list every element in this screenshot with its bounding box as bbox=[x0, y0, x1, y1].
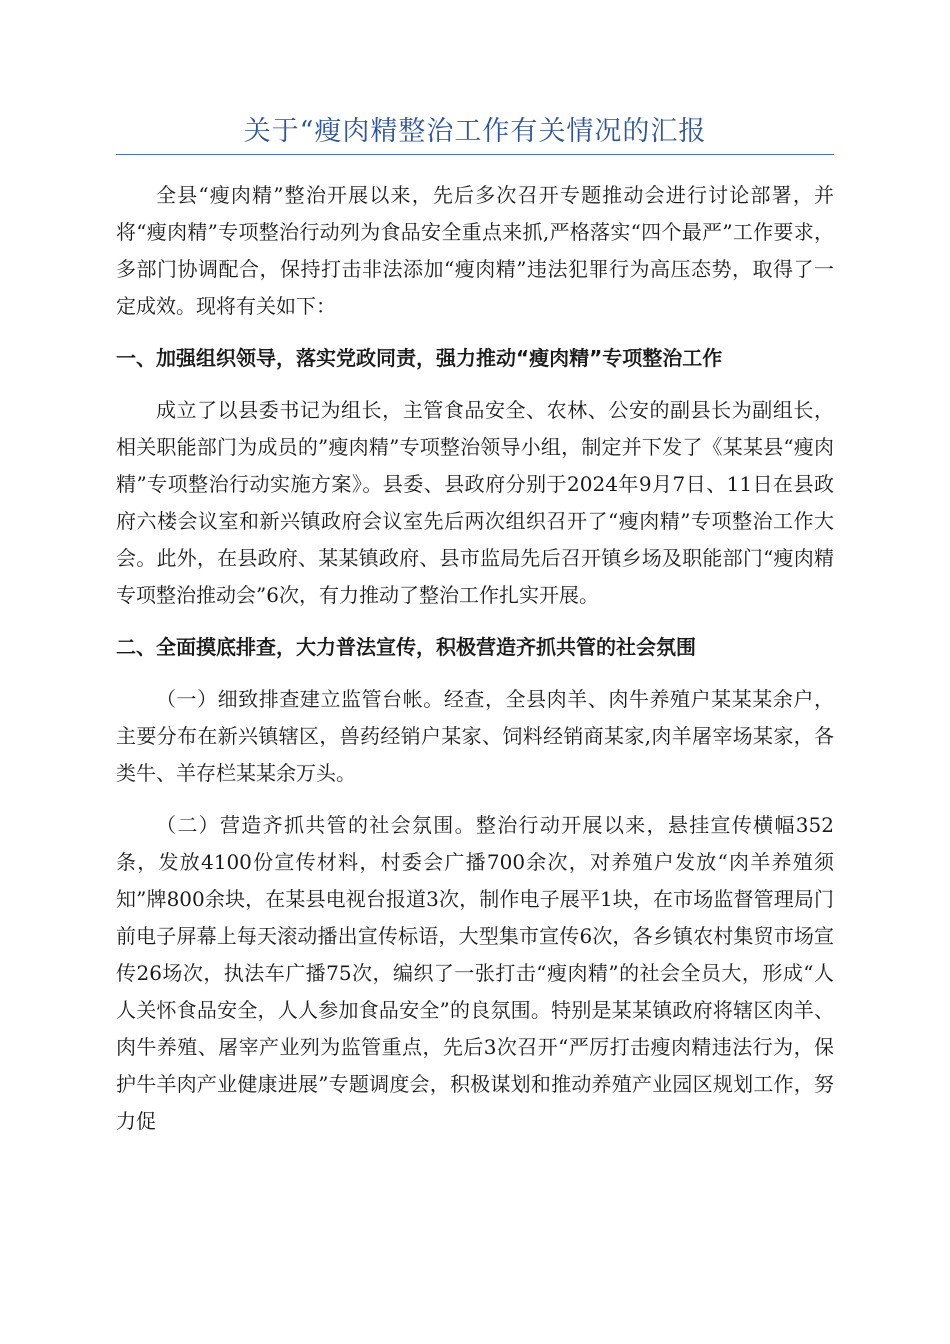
section-2-paragraph-2: （二）营造齐抓共管的社会氛围。整治行动开展以来，悬挂宣传横幅352条，发放4100份宣传材料，村委会广播700余次，对养殖户发放“肉羊养殖须知”牌800余块，在某县电视台报道3次，制作电子展平1块，在市场监督管理局门前电子屏幕上每天滚动播出宣传标语，大型集市宣传6次，各乡镇农村集贸市场宣传26场次，执法车广播75次，编织了一张打击“瘦肉精”的社会全员大，形成“人人关怀食品安全，人人参加食品安全”的良氛围。特别是某某镇政府将辖区肉羊、肉牛养殖、屠宰产业列为监管重点，先后3次召开“严厉打击瘦肉精违法行为，保护牛羊肉产业健康进展”专题调度会，积极谋划和推动养殖产业园区规划工作，努力促 bbox=[116, 813, 834, 1133]
section-1-paragraph: 成立了以县委书记为组长，主管食品安全、农林、公安的副县长为副组长，相关职能部门为成员的”瘦肉精”专项整治领导小组，制定并下发了《某某县“瘦肉精”专项整治行动实施方案》。县委、县政府分别于2024年9月7日、11日在县政府六楼会议室和新兴镇政府会议室先后两次组织召开了“瘦肉精”专项整治工作大会。此外，在县政府、某某镇政府、县市监局先后召开镇乡场及职能部门“瘦肉精专项整治推动会”6次，有力推动了整治工作扎实开展。 bbox=[116, 398, 834, 607]
section-2-paragraph-1: （一）细致排查建立监管台帐。经查，全县肉羊、肉牛养殖户某某某余户，主要分布在新兴镇辖区，兽药经销户某家、饲料经销商某家,肉羊屠宰场某家，各类牛、羊存栏某某余万头。 bbox=[116, 687, 834, 785]
title-underline bbox=[116, 154, 834, 155]
section-2-heading: 二、全面摸底排查，大力普法宣传，积极营造齐抓共管的社会氛围 bbox=[116, 635, 696, 659]
document-title: 关于“瘦肉精整治工作有关情况的汇报 bbox=[243, 116, 707, 147]
intro-paragraph: 全县“瘦肉精”整治开展以来，先后多次召开专题推动会进行讨论部署，并将“瘦肉精”专项整治行动列为食品安全重点来抓,严格落实“四个最严”工作要求，多部门协调配合，保持打击非法添加“瘦肉精”违法犯罪行为高压态势，取得了一定成效。现将有关如下： bbox=[116, 183, 834, 318]
section-1-heading: 一、加强组织领导，落实党政同责，强力推动“瘦肉精”专项整治工作 bbox=[116, 346, 723, 370]
document-body bbox=[116, 177, 834, 1140]
